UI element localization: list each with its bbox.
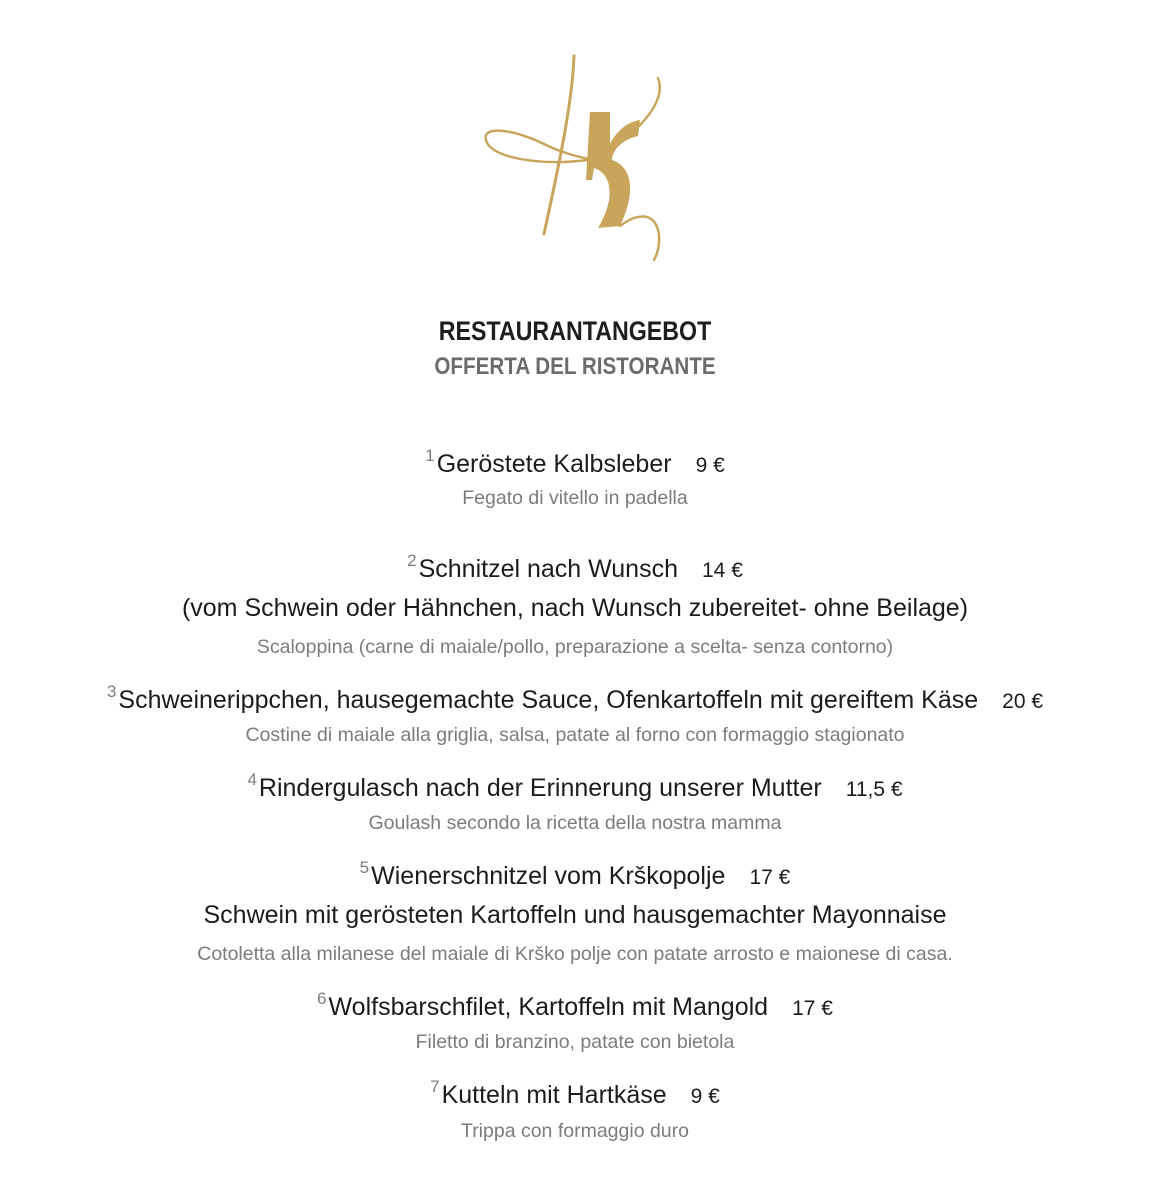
page-title: RESTAURANTANGEBOT xyxy=(438,316,712,346)
k-monogram-logo-icon xyxy=(470,48,690,268)
item-price: 9 € xyxy=(690,1085,720,1108)
item-italian: Scaloppina (carne di maiale/pollo, preparazione a scelta- senza contorno) xyxy=(256,636,894,658)
item-number: 2 xyxy=(407,551,417,570)
item-number: 1 xyxy=(425,446,435,465)
menu-item-2 xyxy=(0,551,1150,584)
item-price: 17 € xyxy=(792,997,833,1020)
item-number: 5 xyxy=(359,858,370,877)
item-number: 7 xyxy=(430,1077,440,1096)
menu-item-5 xyxy=(0,858,1150,891)
item-price: 17 € xyxy=(749,866,791,889)
item-number: 4 xyxy=(247,770,257,789)
page-subtitle: OFFERTA DEL RISTORANTE xyxy=(434,353,716,380)
menu-item-3 xyxy=(0,682,1150,715)
menu-item-7 xyxy=(0,1077,1150,1110)
item-italian: Fegato di vitello in padella xyxy=(462,487,688,509)
menu-item-1 xyxy=(0,446,1150,479)
item-name: Schnitzel nach Wunsch xyxy=(418,555,678,583)
item-name: Geröstete Kalbsleber xyxy=(436,450,672,478)
item-detail: Schwein mit gerösteten Kartoffeln und hausgemachter Mayonnaise xyxy=(203,901,947,929)
item-italian: Filetto di branzino, patate con bietola xyxy=(415,1031,735,1053)
item-italian: Trippa con formaggio duro xyxy=(461,1120,689,1142)
item-italian: Costine di maiale alla griglia, salsa, patate al forno con formaggio stagionato xyxy=(245,724,905,746)
item-price: 11,5 € xyxy=(845,778,903,801)
item-name: Schweinerippchen, hausegemachte Sauce, Ofenkartoffeln mit gereiftem Käse xyxy=(118,686,979,714)
item-name: Wienerschnitzel vom Krškopolje xyxy=(371,862,726,890)
item-italian: Goulash secondo la ricetta della nostra mamma xyxy=(368,812,782,834)
item-name: Rindergulasch nach der Erinnerung unserer Mutter xyxy=(258,774,822,802)
item-number: 6 xyxy=(317,989,327,1008)
item-price: 9 € xyxy=(695,454,725,477)
item-number: 3 xyxy=(106,682,117,701)
item-italian: Cotoletta alla milanese del maiale di Krško polje con patate arrosto e maionese di casa. xyxy=(197,943,953,965)
menu-item-6 xyxy=(0,989,1150,1022)
item-detail: (vom Schwein oder Hähnchen, nach Wunsch zubereitet- ohne Beilage) xyxy=(181,594,969,622)
menu-item-4 xyxy=(0,770,1150,803)
item-name: Kutteln mit Hartkäse xyxy=(441,1081,667,1109)
item-price: 20 € xyxy=(1002,690,1044,713)
item-price: 14 € xyxy=(702,559,743,582)
item-name: Wolfsbarschfilet, Kartoffeln mit Mangold xyxy=(328,993,769,1021)
